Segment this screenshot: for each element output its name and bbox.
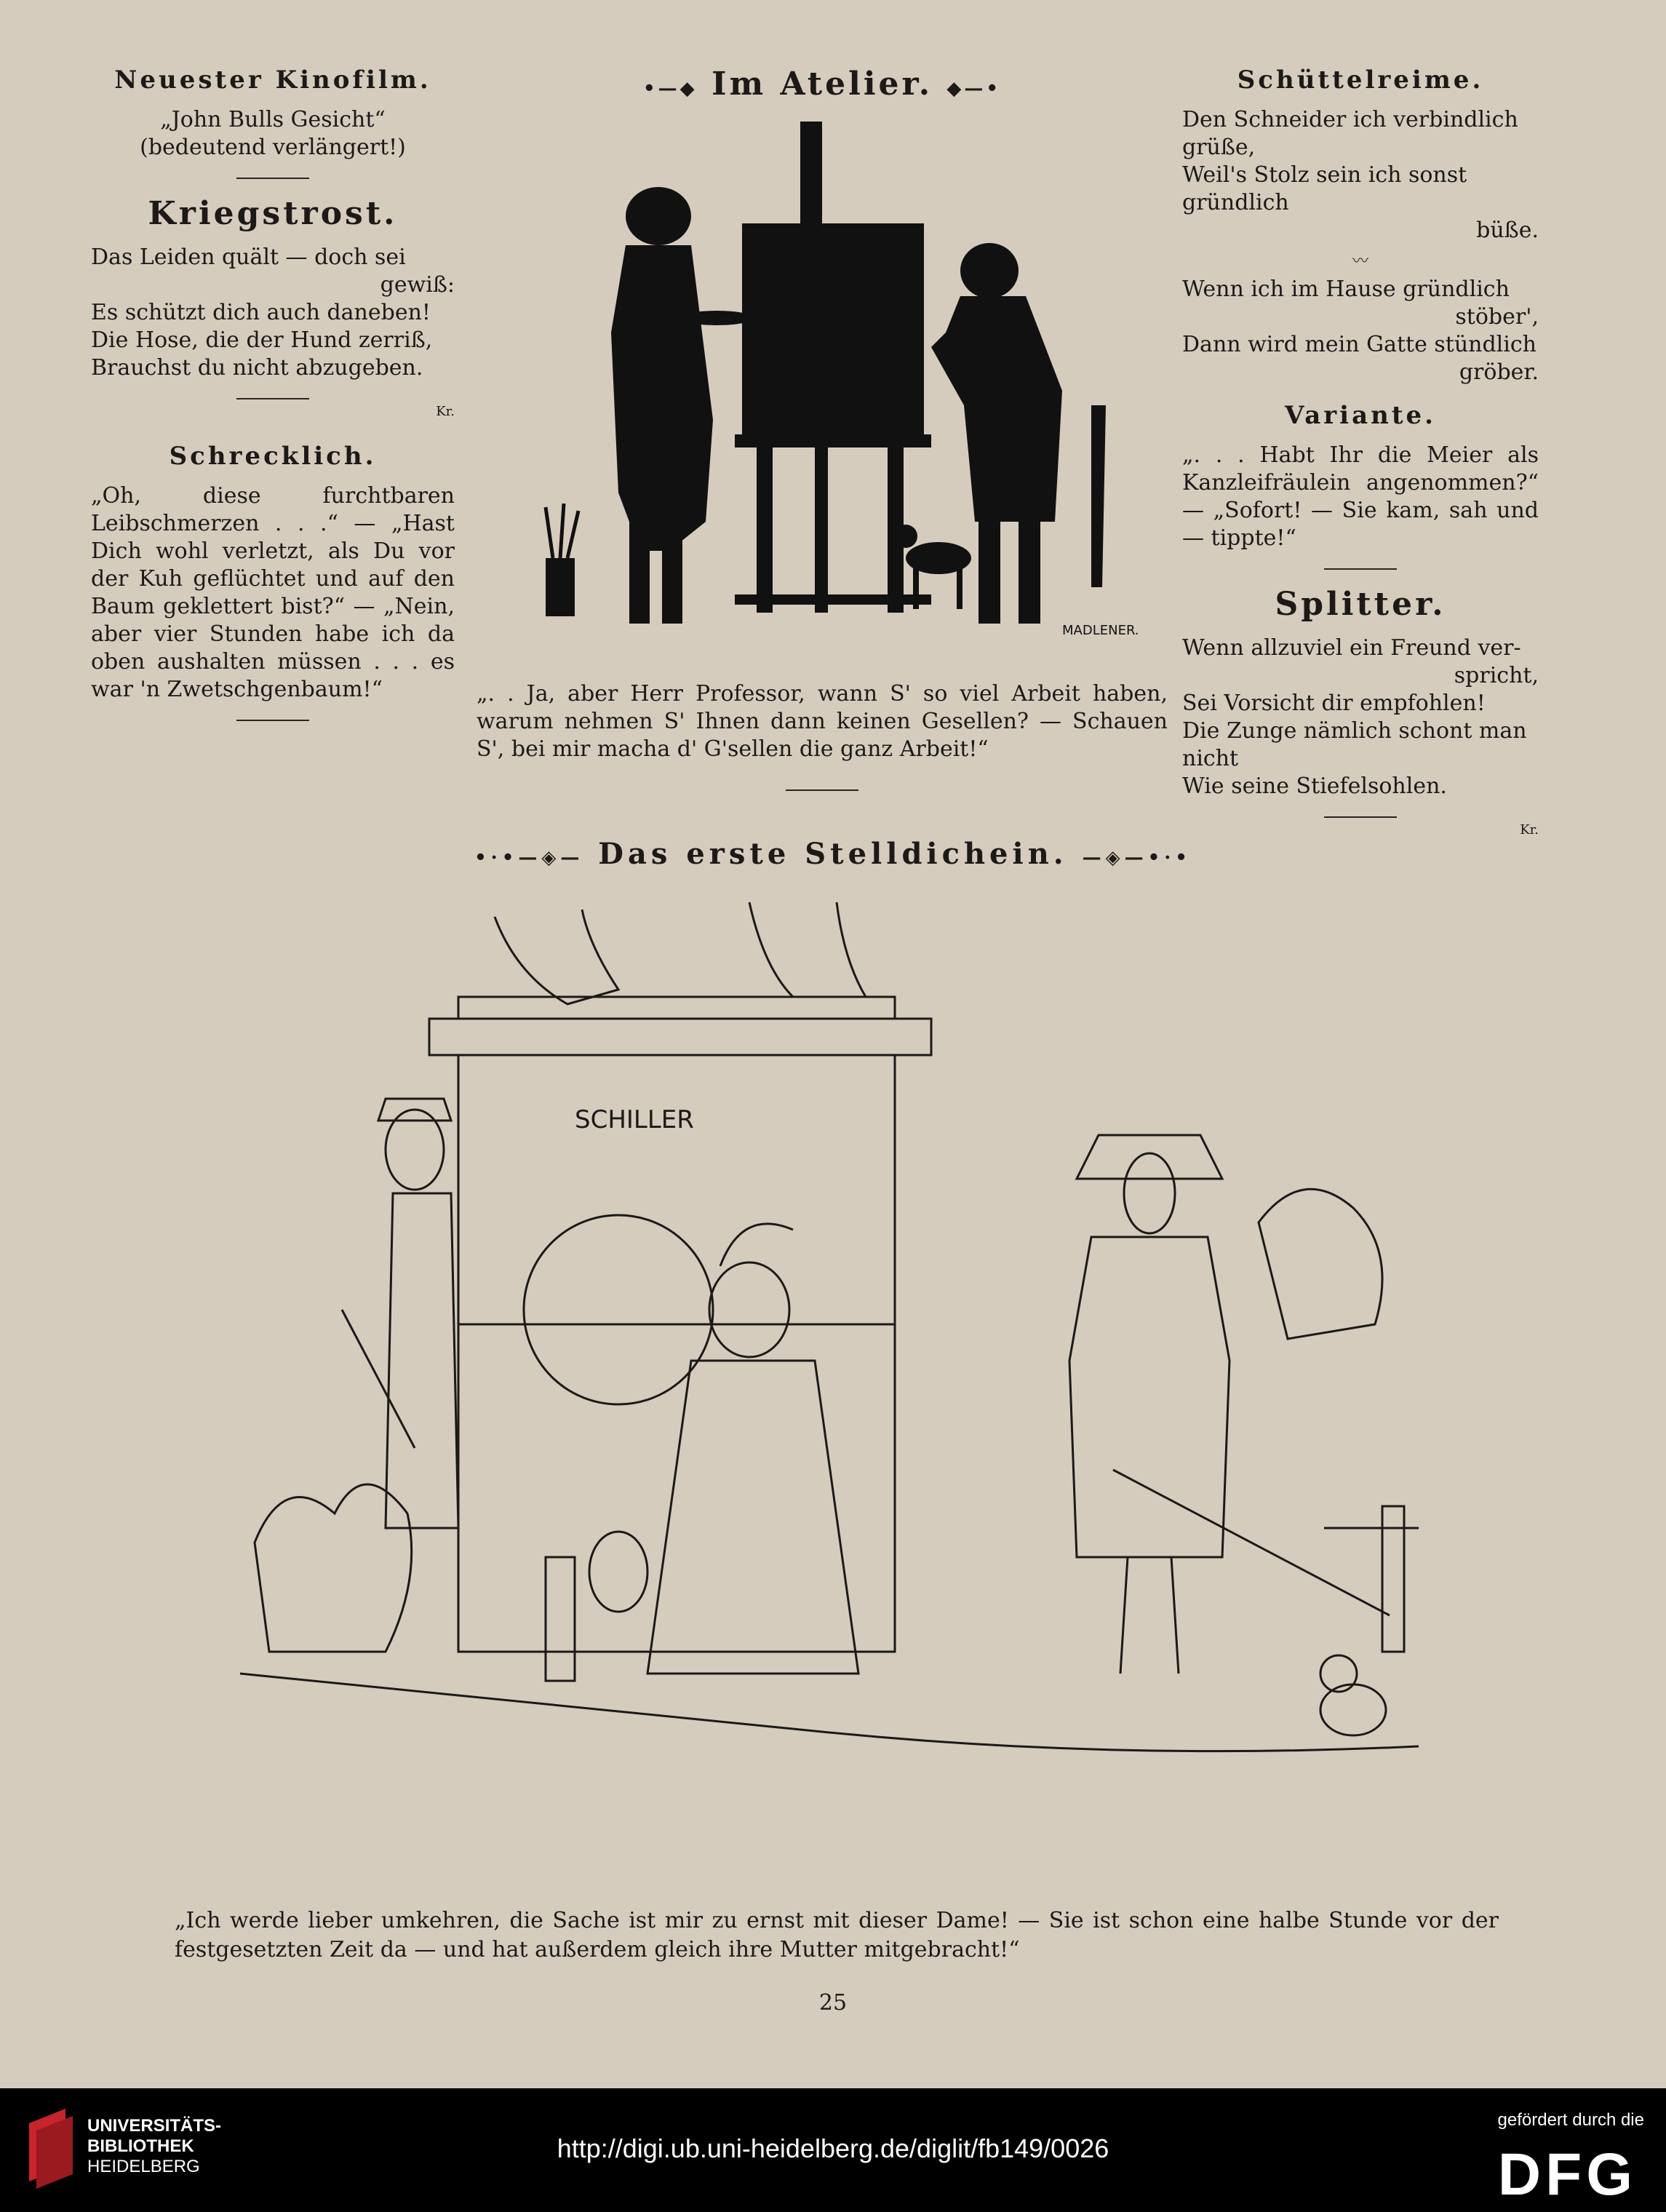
verse-line: Das Leiden quält — doch sei: [91, 244, 406, 270]
kinofilm-line: (bedeutend verlängert!): [140, 135, 406, 160]
signature-row: [91, 398, 455, 427]
ornament-icon: •·•—◈—: [474, 847, 584, 869]
verse-line: Wenn allzuviel ein Freund ver-: [1182, 635, 1521, 661]
variante-text: „. . . Habt Ihr die Meier als Kanzleifräulein angenommen?“ — „Sofort! — Sie kam, sah und — tippte!“: [1182, 442, 1539, 551]
kriegstrost-title: Kriegstrost.: [148, 195, 398, 232]
stelldichein-title-text: Das erste Stelldichein.: [598, 837, 1068, 871]
atelier-title-text: Im Atelier.: [711, 65, 933, 103]
ornament-icon: —◈—•·•: [1082, 847, 1192, 869]
dfg-logo: DFG: [1497, 2141, 1637, 2208]
ornament-icon: •—◆: [643, 78, 698, 100]
splitter-title: Splitter.: [1275, 586, 1446, 623]
verse-line: Dann wird mein Gatte stündlich: [1182, 332, 1537, 357]
verse-line: gröber.: [1459, 359, 1539, 385]
verse-line: Es schützt dich auch daneben!: [91, 300, 431, 325]
page-number: 25: [818, 1990, 848, 2016]
stelldichein-title: [0, 837, 1666, 871]
left-column: [91, 65, 455, 737]
verse-line: Sei Vorsicht dir empfohlen!: [1182, 691, 1486, 716]
library-name-line: HEIDELBERG: [87, 2157, 200, 2176]
verse-line: Wenn ich im Hause gründlich: [1182, 276, 1510, 302]
signature: Kr.: [436, 404, 455, 419]
variante-title: Variante.: [1284, 401, 1437, 430]
kinofilm-title: Neuester Kinofilm.: [114, 65, 431, 95]
verse-line: Die Hose, die der Hund zerriß,: [91, 327, 433, 353]
ornament-icon: ◆—•: [946, 78, 1001, 100]
library-footer: [0, 2088, 1666, 2212]
artist-signature: MADLENER.: [1062, 623, 1139, 638]
signature: Kr.: [1520, 822, 1539, 838]
atelier-caption: „. . Ja, aber Herr Professor, wann S' so viel Arbeit haben, warum nehmen S' Ihnen dann keinen Gesellen? — Schauen S', bei mir macha d' G'sellen die ganz Arbeit!“: [477, 681, 1168, 762]
divider: [236, 178, 309, 179]
stelldichein-caption: „Ich werde lieber umkehren, die Sache ist mir zu ernst mit dieser Dame! — Sie ist schon eine halbe Stunde vor der festgesetzten Zeit da — und hat außerdem gleich ihre Mutter mitgebracht!“: [175, 1908, 1499, 1962]
atelier-title: [477, 65, 1168, 103]
divider: [786, 789, 858, 791]
verse-line: Weil's Stolz sein ich sonst gründlich: [1182, 162, 1467, 215]
divider: [1324, 816, 1397, 818]
verse-line: Brauchst du nicht abzugeben.: [91, 355, 423, 381]
divider: [1324, 568, 1397, 570]
verse-line: stöber',: [1455, 304, 1539, 330]
funding-label: gefördert durch die: [1497, 2110, 1644, 2130]
verse-line: Die Zunge nämlich schont man nicht: [1182, 718, 1527, 771]
middle-column: [477, 65, 1168, 638]
library-name-line: BIBLIOTHEK: [87, 2136, 194, 2156]
statue-label: SCHILLER: [575, 1105, 694, 1134]
schrecklich-text: „Oh, diese furchtbaren Leibschmerzen . . .“ — „Hast Dich wohl verletzt, als Du vor der Kuh geflüchtet und auf den Baum geklettert bist?“ — „Nein, aber vier Stunden habe ich da oben aushalten müssen . . . es war 'n Zwetschgenbaum!“: [91, 483, 455, 702]
verse-line: büße.: [1476, 218, 1539, 243]
divider: [236, 398, 309, 399]
right-column: [1182, 65, 1539, 846]
verse-line: Den Schneider ich verbindlich grüße,: [1182, 107, 1518, 160]
verse-line: spricht,: [1454, 663, 1539, 688]
library-name-line: UNIVERSITÄTS-: [87, 2116, 222, 2136]
stelldichein-cartoon-illustration: [240, 888, 1419, 1863]
schrecklich-title: Schrecklich.: [169, 442, 377, 471]
schuettelreime-title: Schüttelreime.: [1237, 65, 1484, 95]
wave-divider-icon: 〰: [1352, 252, 1368, 271]
divider: [236, 720, 309, 721]
atelier-silhouette-illustration: [495, 114, 1149, 638]
verse-line: Wie seine Stiefelsohlen.: [1182, 773, 1447, 799]
source-url[interactable]: http://digi.ub.uni-heidelberg.de/diglit/fb149/0026: [557, 2133, 1109, 2163]
verse-line: gewiß:: [380, 272, 455, 298]
kinofilm-line: „John Bulls Gesicht“: [160, 107, 386, 132]
